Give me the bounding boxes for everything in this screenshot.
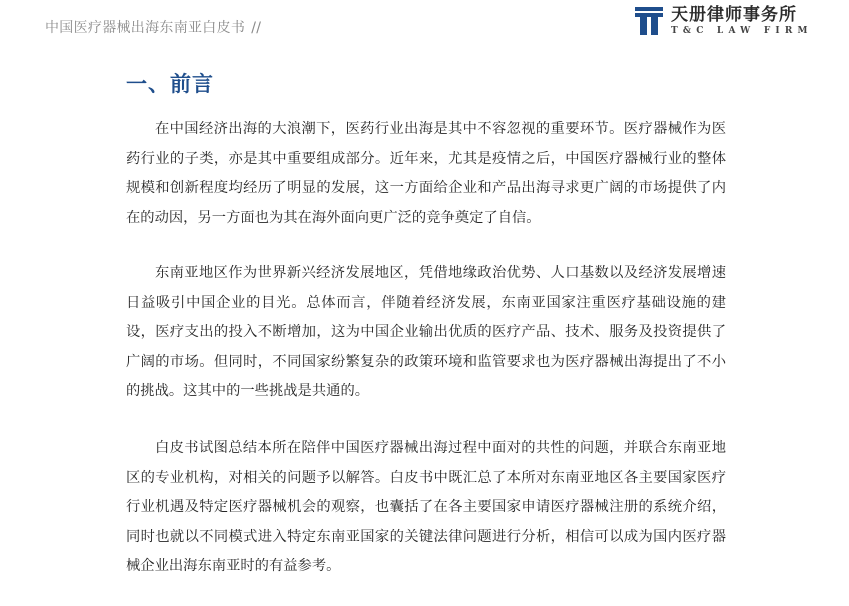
header-separator: // bbox=[251, 20, 262, 36]
paragraph: 白皮书试图总结本所在陪伴中国医疗器械出海过程中面对的共性的问题，并联合东南亚地区的专业机构，对相关的问题予以解答。白皮书中既汇总了本所对东南亚地区各主要国家医疗行业机遇及特定医疗器械机会的观察，也囊括了在各主要国家申请医疗器械注册的系统介绍，同时也就以不同模式进入特定东南亚国家的关键法律问题进行分析，相信可以成为国内医疗器械企业出海东南亚时的有益参考。 bbox=[126, 440, 726, 575]
document-title: 中国医疗器械出海东南亚白皮书 bbox=[45, 20, 246, 36]
running-header bbox=[45, 17, 261, 37]
paragraph: 在中国经济出海的大浪潮下，医药行业出海是其中不容忽视的重要环节。医疗器械作为医药行业的子类，亦是其中重要组成部分。近年来，尤其是疫情之后，中国医疗器械行业的整体规模和创新程度均经历了明显的发展，这一方面给企业和产品出海寻求更广阔的市场提供了内在的动因，另一方面也为其在海外面向更广泛的竞争奠定了自信。 bbox=[126, 121, 726, 226]
paragraph-3-block bbox=[126, 434, 726, 582]
paragraph-1-block bbox=[126, 115, 726, 233]
firm-name-en: T&C LAW FIRM bbox=[671, 26, 813, 36]
paragraph: 东南亚地区作为世界新兴经济发展地区，凭借地缘政治优势、人口基数以及经济发展增速日益吸引中国企业的目光。总体而言，伴随着经济发展，东南亚国家注重医疗基础设施的建设，医疗支出的投入不断增加，这为中国企业输出优质的医疗产品、技术、服务及投资提供了广阔的市场。但同时，不同国家纷繁复杂的政策环境和监管要求也为医疗器械出海提出了不小的挑战。这其中的一些挑战是共通的。 bbox=[126, 265, 726, 400]
firm-logo bbox=[635, 5, 813, 37]
section-heading: 一、前言 bbox=[126, 72, 214, 96]
paragraph-2-block bbox=[126, 259, 726, 407]
tc-law-firm-logo-icon bbox=[635, 7, 663, 35]
firm-name-cn: 天册律师事务所 bbox=[671, 5, 797, 25]
